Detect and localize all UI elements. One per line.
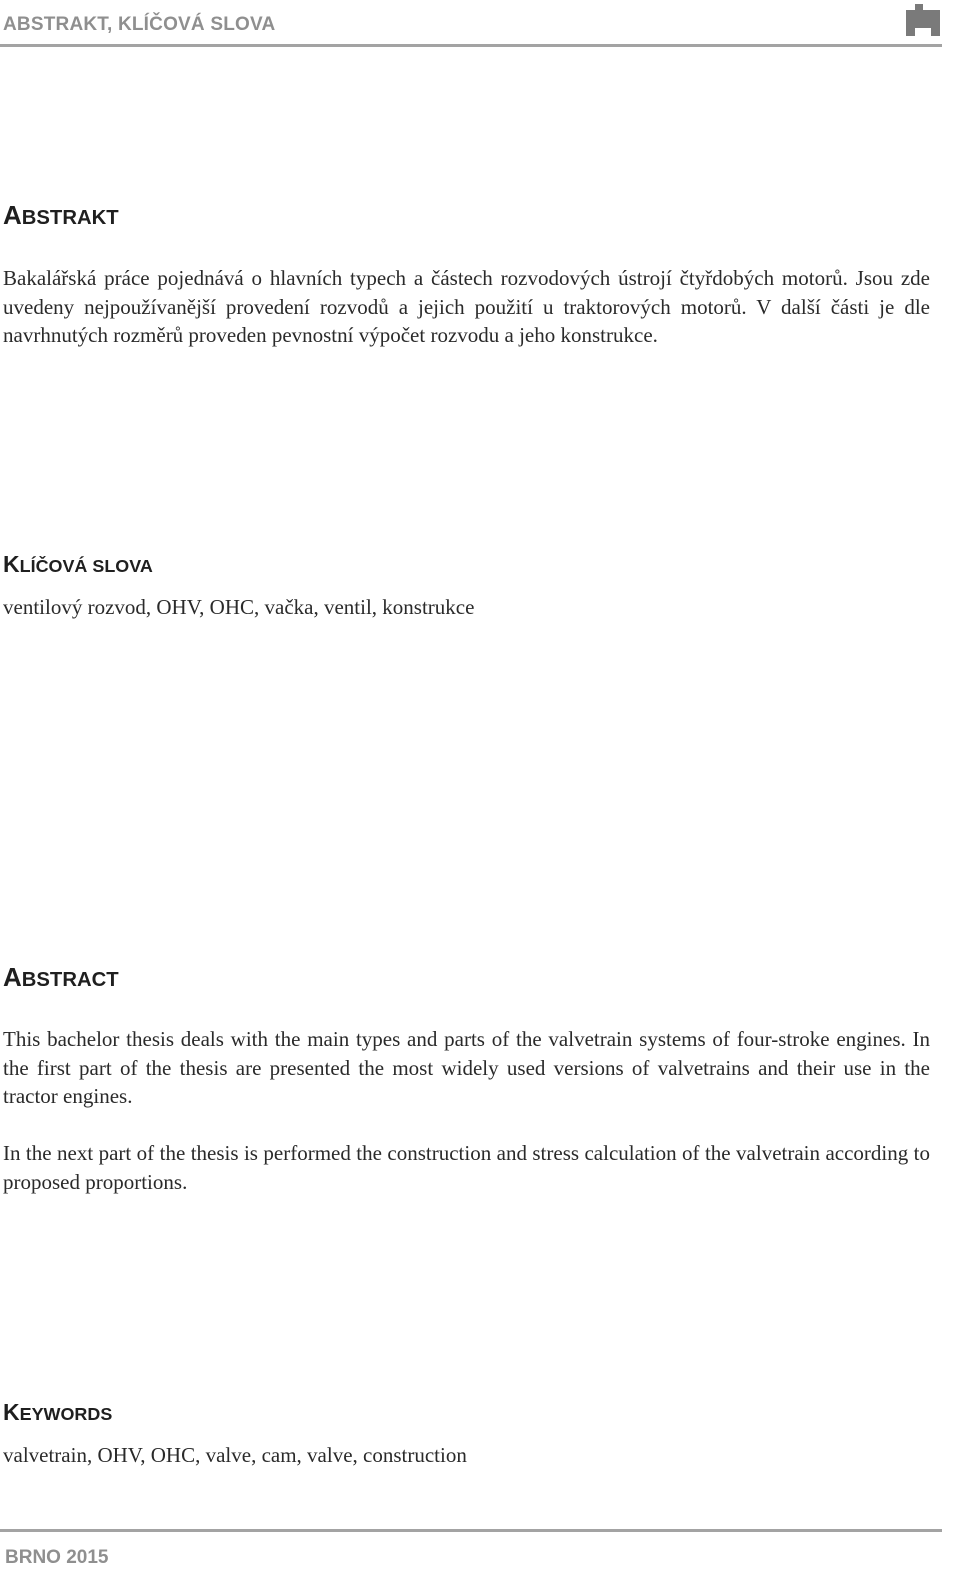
keywords-text: valvetrain, OHV, OHC, valve, cam, valve, construction	[3, 1443, 467, 1467]
klicova-slova-heading-rest: LÍČOVÁ SLOVA	[19, 556, 153, 576]
keywords-heading-rest: EYWORDS	[19, 1404, 113, 1424]
running-header-title: ABSTRAKT, KLÍČOVÁ SLOVA	[3, 14, 276, 35]
klicova-slova-heading	[3, 551, 153, 578]
klicova-slova-heading-initial: K	[3, 551, 20, 577]
keywords-heading-initial: K	[3, 1399, 20, 1425]
abstract-paragraph-2: In the next part of the thesis is performed the construction and stress calculation of the valvetrain according to proposed proportions.	[3, 1141, 930, 1194]
klicova-slova-text: ventilový rozvod, OHV, OHC, vačka, ventil, konstrukce	[3, 595, 475, 619]
abstract-heading	[3, 962, 119, 993]
footer-text: BRNO 2015	[5, 1547, 109, 1568]
abstract-paragraph-1: This bachelor thesis deals with the main types and parts of the valvetrain systems of four-stroke engines. In the first part of the thesis are presented the most widely used versions of valvetrains and their use in the tractor engines.	[3, 1027, 930, 1109]
abstrakt-heading-initial: A	[3, 200, 22, 230]
institution-logo-icon	[906, 4, 940, 36]
abstrakt-text: Bakalářská práce pojednává o hlavních typech a částech rozvodových ústrojí čtyřdobých motorů. Jsou zde uvedeny nejpoužívanější provedení rozvodů a jejich použití u traktorových motorů. V další části je dle navrhnutých rozměrů proveden pevnostní výpočet rozvodu a jeho konstrukce.	[3, 266, 930, 348]
abstrakt-heading	[3, 200, 119, 231]
header-rule	[0, 44, 942, 47]
footer-rule	[0, 1529, 942, 1532]
keywords-heading	[3, 1399, 112, 1426]
abstract-heading-initial: A	[3, 962, 22, 992]
abstrakt-heading-rest: BSTRAKT	[21, 207, 119, 229]
abstract-heading-rest: BSTRACT	[21, 969, 119, 991]
